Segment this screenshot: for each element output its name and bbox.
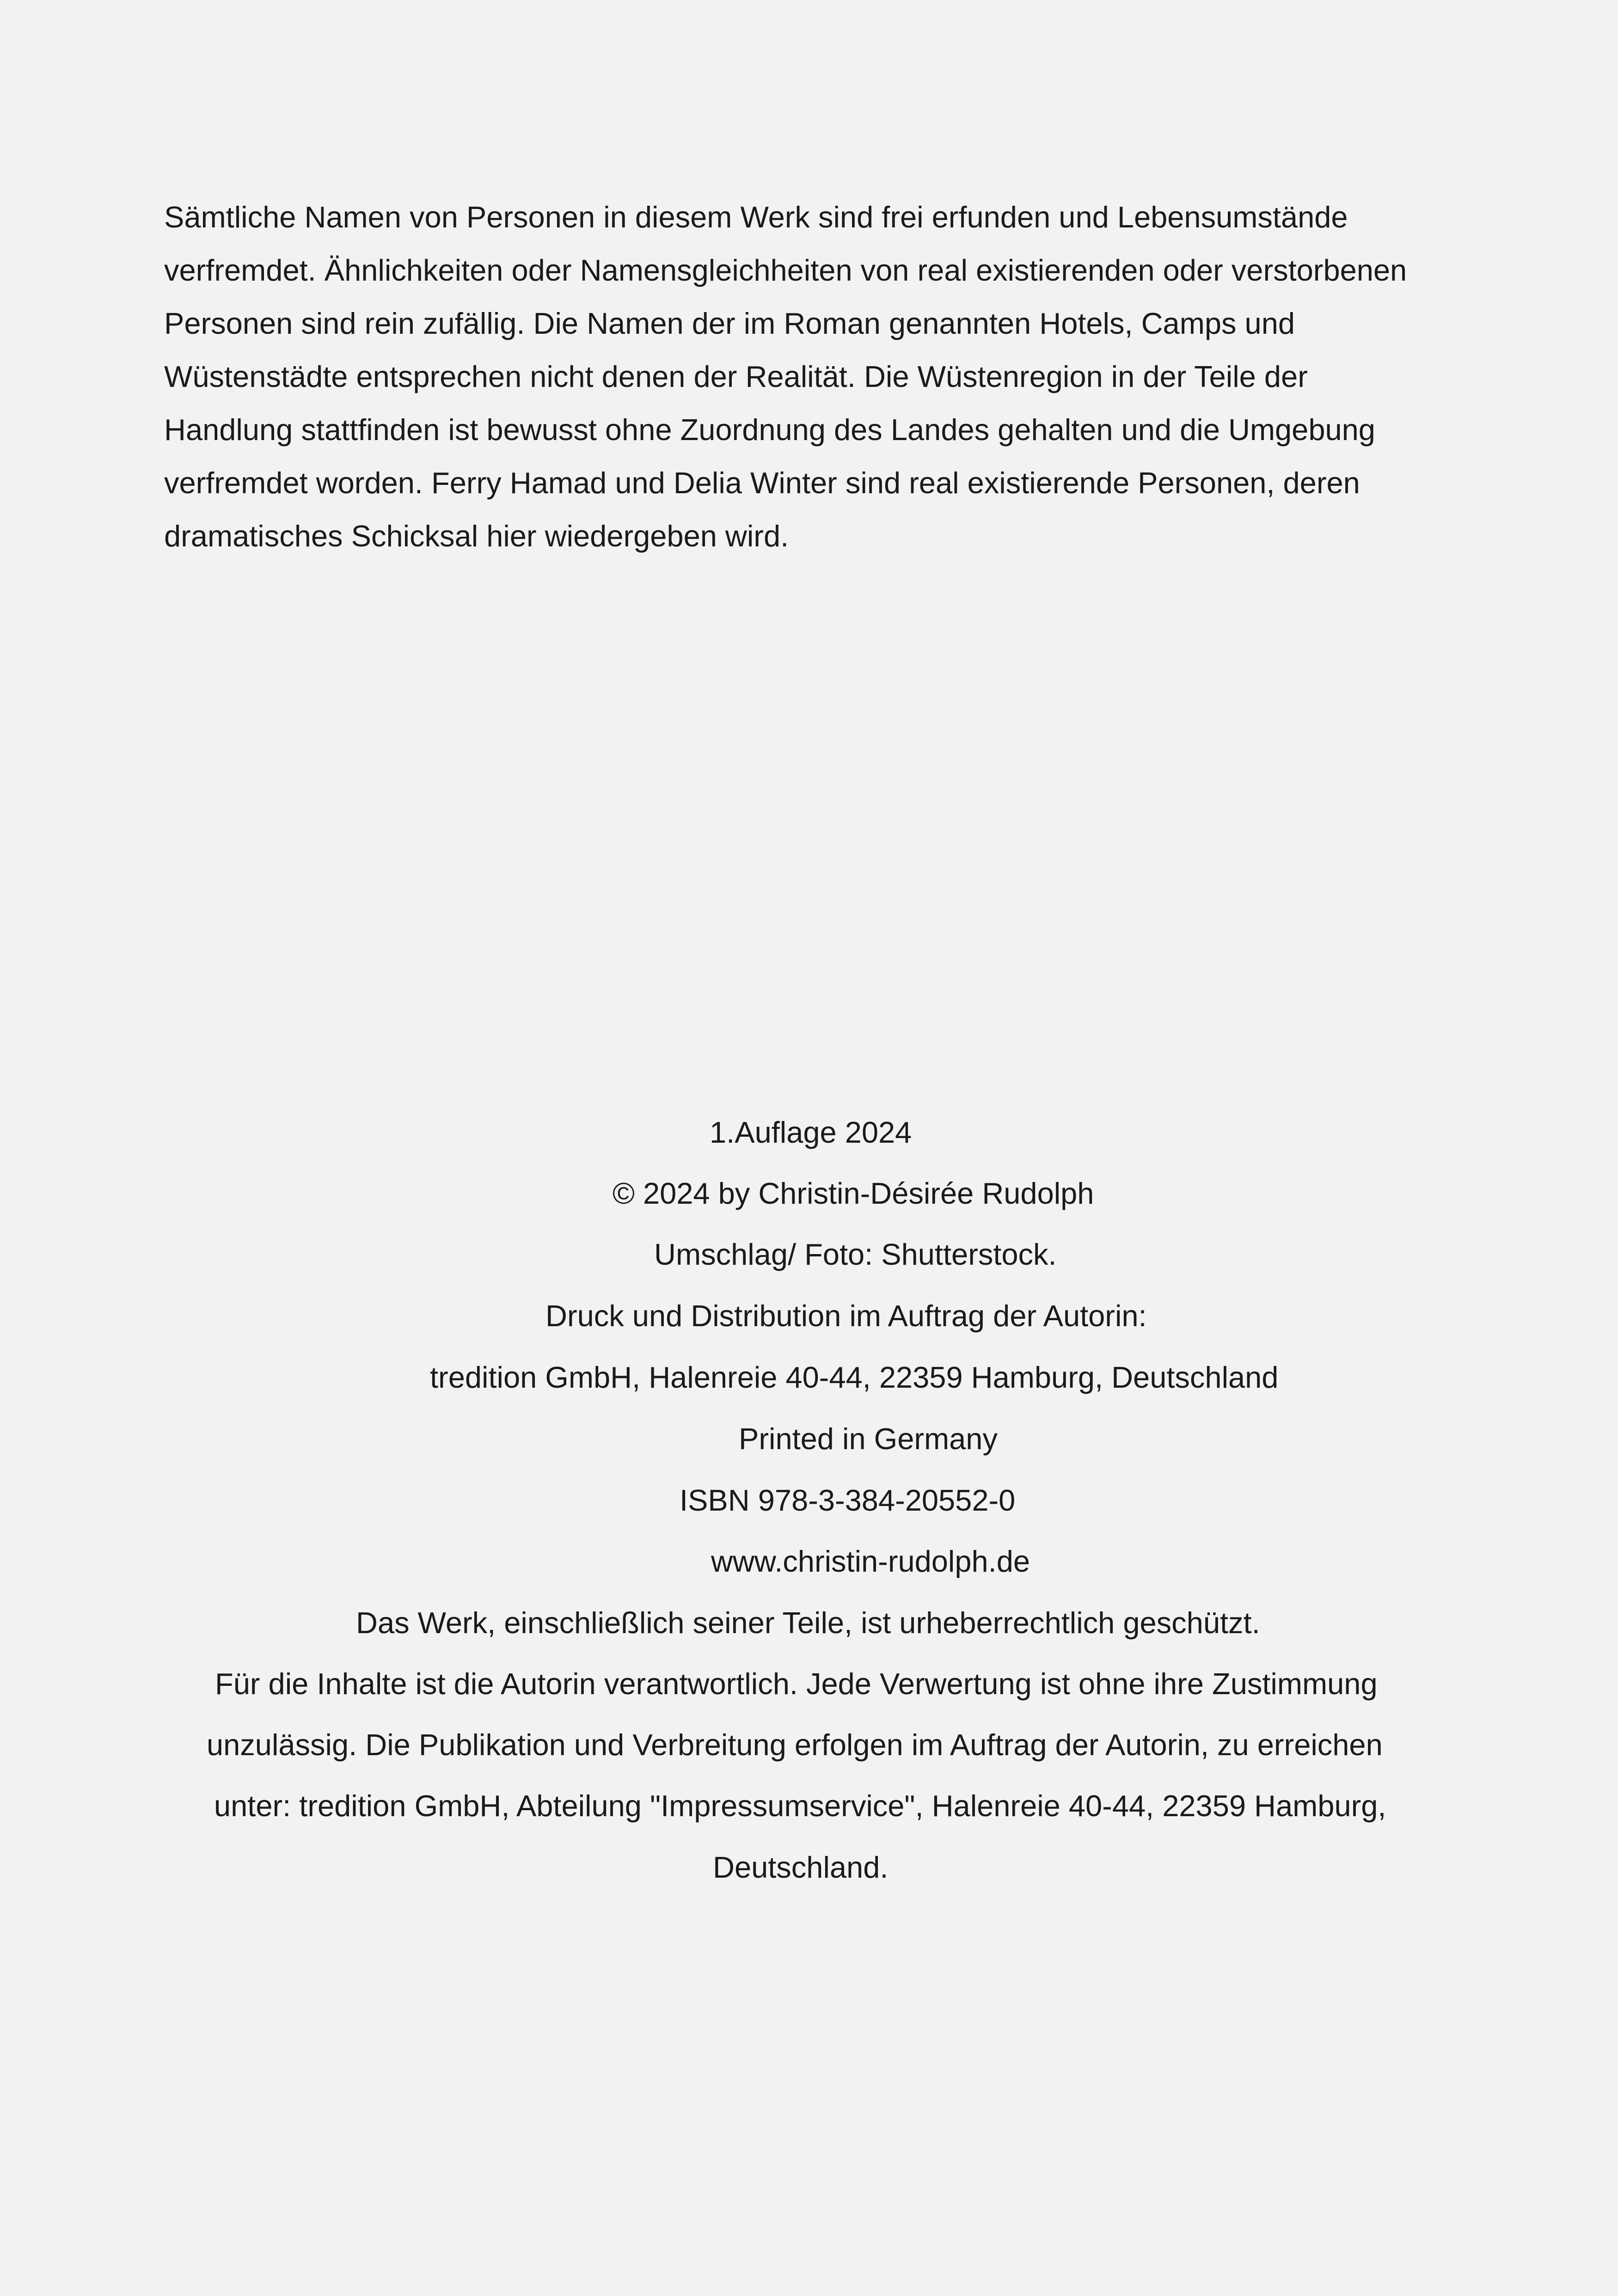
disclaimer-line: dramatisches Schicksal hier wiedergeben wird. — [164, 519, 789, 553]
disclaimer-line: Sämtliche Namen von Personen in diesem Werk sind frei erfunden und Lebensumstände — [164, 200, 1348, 234]
rights-line: unter: tredition GmbH, Abteilung "Impressumservice", Halenreie 40-44, 22359 Hamburg, — [214, 1789, 1386, 1823]
publisher-address-line: tredition GmbH, Halenreie 40-44, 22359 Hamburg, Deutschland — [430, 1360, 1279, 1394]
disclaimer-paragraph — [164, 190, 1440, 563]
rights-line: Deutschland. — [713, 1850, 889, 1884]
rights-line: unzulässig. Die Publikation und Verbreitung erfolgen im Auftrag der Autorin, zu erreichen — [207, 1728, 1383, 1762]
distribution-line: Druck und Distribution im Auftrag der Autorin: — [545, 1299, 1147, 1333]
disclaimer-line: Handlung stattfinden ist bewusst ohne Zuordnung des Landes gehalten und die Umgebung — [164, 413, 1375, 447]
disclaimer-line: verfremdet. Ähnlichkeiten oder Namensgleichheiten von real existierenden oder verstorbenen — [164, 253, 1407, 287]
website-line: www.christin-rudolph.de — [711, 1544, 1030, 1578]
edition-line: 1.Auflage 2024 — [710, 1115, 912, 1149]
disclaimer-line: Wüstenstädte entsprechen nicht denen der Realität. Die Wüstenregion in der Teile der — [164, 360, 1308, 393]
disclaimer-line: Personen sind rein zufällig. Die Namen der im Roman genannten Hotels, Camps und — [164, 306, 1295, 340]
isbn-line: ISBN 978-3-384-20552-0 — [680, 1483, 1016, 1517]
rights-line: Für die Inhalte ist die Autorin verantwortlich. Jede Verwertung ist ohne ihre Zustimmung — [215, 1667, 1378, 1701]
rights-line: Das Werk, einschließlich seiner Teile, ist urheberrechtlich geschützt. — [356, 1606, 1260, 1640]
printed-in-line: Printed in Germany — [739, 1422, 998, 1456]
disclaimer-line: verfremdet worden. Ferry Hamad und Delia Winter sind real existierende Personen, deren — [164, 466, 1360, 500]
cover-credit-line: Umschlag/ Foto: Shutterstock. — [654, 1237, 1057, 1271]
copyright-line: © 2024 by Christin-Désirée Rudolph — [613, 1176, 1094, 1210]
